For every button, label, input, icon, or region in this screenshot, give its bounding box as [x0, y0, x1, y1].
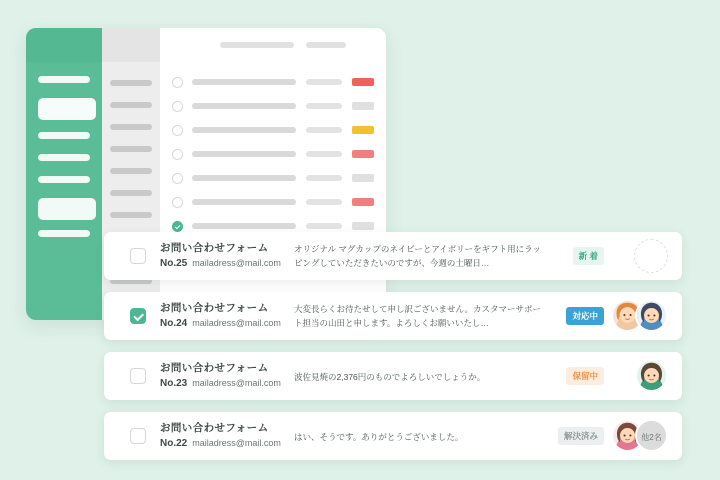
card-email: mailadress@mail.com [192, 318, 281, 328]
card-preview: オリジナル マグカップのネイビーとアイボリーをギフト用にラッピングしていただきたいのですが、今週の土曜日… [294, 244, 541, 268]
row-meta-placeholder [306, 199, 342, 205]
sidebar-item-placeholder[interactable] [38, 176, 90, 183]
avatar-image [637, 361, 666, 390]
list-item[interactable] [110, 212, 152, 218]
status-badge: 解決済み [558, 427, 604, 445]
status-badge [352, 78, 374, 86]
row-text-placeholder [192, 151, 296, 157]
row-meta-placeholder [306, 151, 342, 157]
list-column-header [102, 28, 160, 62]
card-subject: お問い合わせフォーム [160, 362, 269, 374]
card-meta [160, 258, 281, 269]
card-number: No.22 [160, 438, 188, 449]
card-checkbox[interactable] [130, 248, 146, 264]
row-checkbox[interactable] [172, 149, 183, 160]
row-text-placeholder [192, 127, 296, 133]
row-meta-placeholder [306, 103, 342, 109]
message-card[interactable] [104, 412, 682, 460]
column-header-placeholder [220, 42, 294, 48]
card-preview: 大変長らくお待たせして申し訳ございません。カスタマーサポート担当の山田と申します。よろしくお願いいたし… [294, 304, 542, 328]
card-email: mailadress@mail.com [192, 438, 281, 448]
card-number: No.25 [160, 258, 188, 269]
status-badge [352, 174, 374, 182]
card-checkbox[interactable] [130, 428, 146, 444]
status-badge [352, 102, 374, 110]
message-card[interactable] [104, 352, 682, 400]
sidebar-item-placeholder[interactable] [38, 98, 96, 120]
card-email: mailadress@mail.com [192, 258, 281, 268]
avatar[interactable] [635, 359, 668, 392]
row-meta-placeholder [306, 79, 342, 85]
row-meta-placeholder [306, 127, 342, 133]
status-badge [352, 198, 374, 206]
card-preview: 波佐見焼の2,376円のものでよろしいでしょうか。 [294, 372, 486, 382]
message-card[interactable] [104, 292, 682, 340]
navigation-sidebar [26, 28, 102, 320]
row-checkbox[interactable] [172, 173, 183, 184]
sidebar-item-placeholder[interactable] [38, 230, 90, 237]
message-card[interactable] [104, 232, 682, 280]
message-card-list [104, 232, 682, 472]
table-header [160, 28, 386, 62]
card-subject: お問い合わせフォーム [160, 302, 269, 314]
status-badge [352, 126, 374, 134]
status-badge [352, 150, 374, 158]
avatar[interactable] [635, 299, 668, 332]
card-email: mailadress@mail.com [192, 378, 281, 388]
row-text-placeholder [192, 199, 296, 205]
row-text-placeholder [192, 79, 296, 85]
status-badge: 新 着 [573, 247, 604, 265]
list-item[interactable] [110, 80, 152, 86]
column-header-placeholder [306, 42, 346, 48]
list-item[interactable] [110, 146, 152, 152]
card-checkbox[interactable] [130, 368, 146, 384]
card-checkbox[interactable] [130, 308, 146, 324]
row-checkbox[interactable] [172, 197, 183, 208]
status-badge: 保留中 [566, 367, 604, 385]
row-text-placeholder [192, 103, 296, 109]
row-meta-placeholder [306, 175, 342, 181]
sidebar-item-placeholder[interactable] [38, 198, 96, 220]
list-item[interactable] [110, 102, 152, 108]
card-subject: お問い合わせフォーム [160, 242, 269, 254]
avatar-placeholder[interactable] [634, 239, 668, 273]
list-item[interactable] [110, 190, 152, 196]
row-text-placeholder [192, 175, 296, 181]
card-number: No.24 [160, 318, 188, 329]
card-subject: お問い合わせフォーム [160, 422, 269, 434]
row-checkbox[interactable] [172, 77, 183, 88]
card-meta [160, 318, 281, 329]
row-checkbox[interactable] [172, 101, 183, 112]
row-checkbox[interactable] [172, 125, 183, 136]
list-item[interactable] [110, 168, 152, 174]
avatar-image [637, 301, 666, 330]
status-badge [352, 222, 374, 230]
row-checkbox[interactable] [172, 221, 183, 232]
status-badge: 対応中 [566, 307, 604, 325]
sidebar-header [26, 28, 102, 62]
row-text-placeholder [192, 223, 296, 229]
card-meta [160, 378, 281, 389]
card-meta [160, 438, 281, 449]
sidebar-item-placeholder[interactable] [38, 76, 90, 83]
card-preview: はい、そうです。ありがとうございました。 [294, 432, 464, 442]
sidebar-item-placeholder[interactable] [38, 132, 90, 139]
avatar-more-count[interactable]: 他2名 [635, 419, 668, 452]
list-item[interactable] [110, 124, 152, 130]
card-number: No.23 [160, 378, 188, 389]
sidebar-item-placeholder[interactable] [38, 154, 90, 161]
row-meta-placeholder [306, 223, 342, 229]
